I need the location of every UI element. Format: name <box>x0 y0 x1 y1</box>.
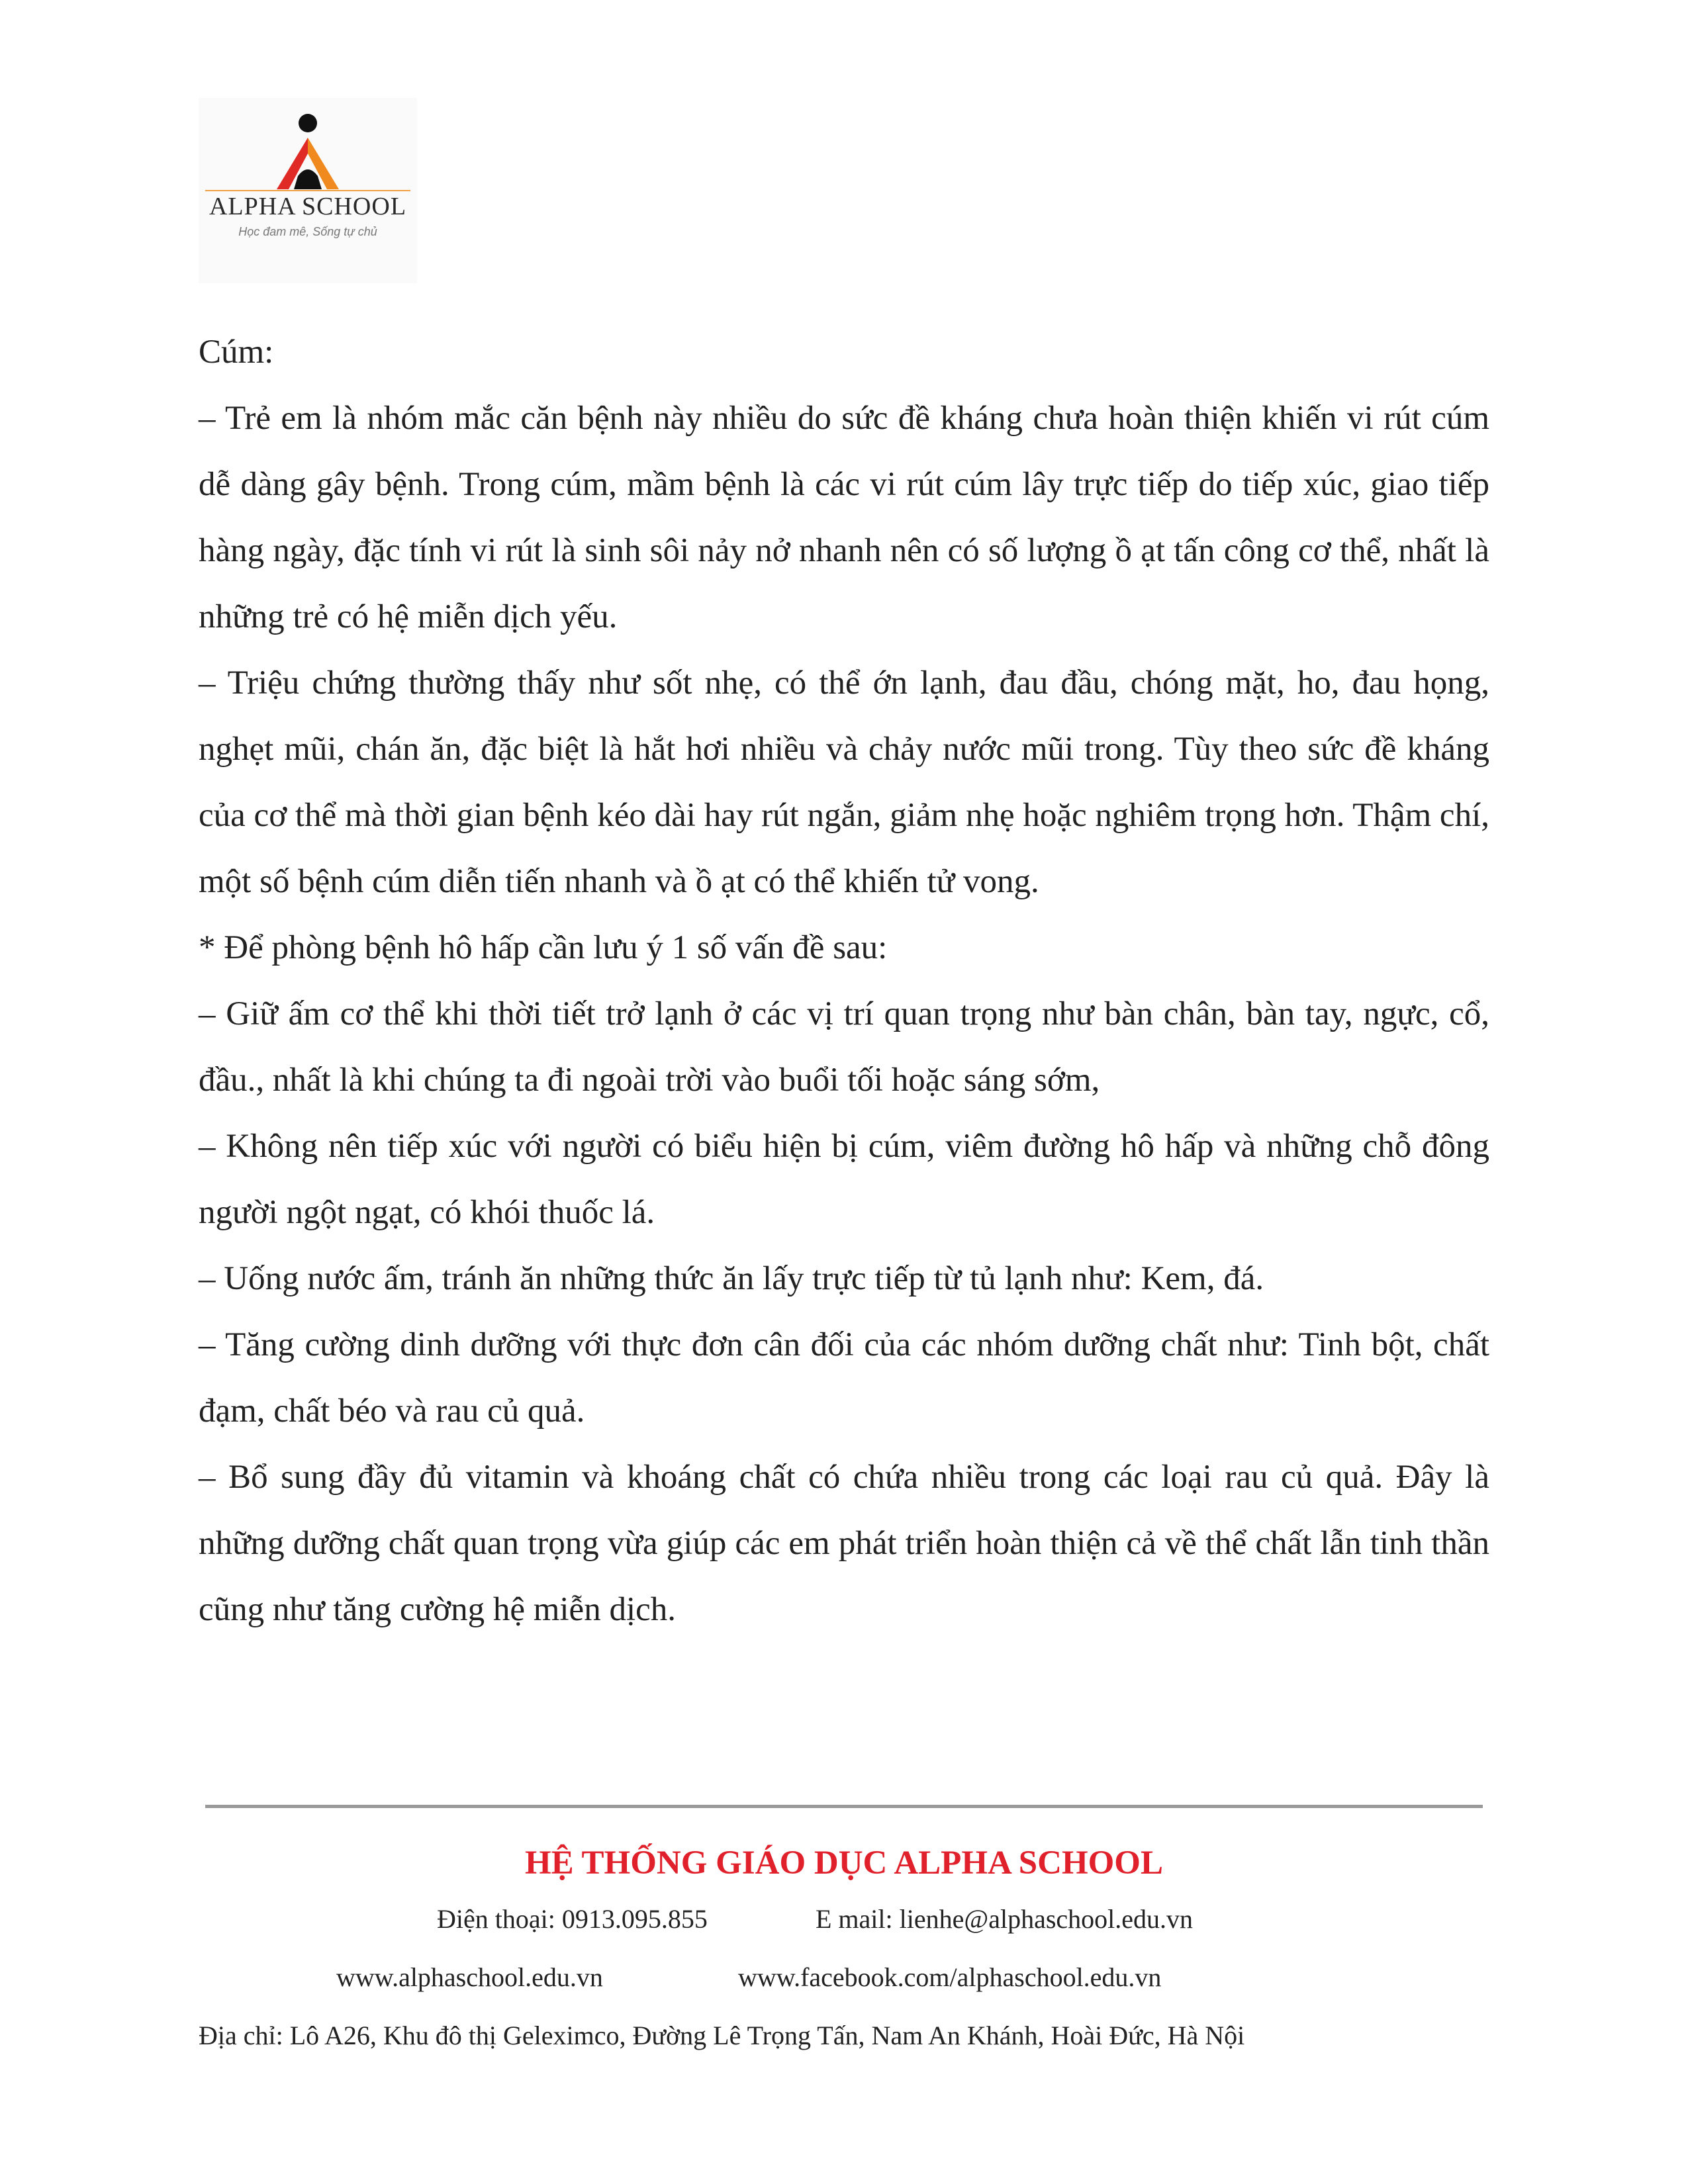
footer-facebook[interactable]: www.facebook.com/alphaschool.edu.vn <box>738 1962 1162 1992</box>
school-logo <box>199 98 417 283</box>
footer-contact-line <box>0 1899 1688 1958</box>
footer-phone: Điện thoại: 0913.095.855 <box>437 1904 708 1934</box>
paragraph-children-risk: – Trẻ em là nhóm mắc căn bệnh này nhiều do sức đề kháng chưa hoàn thiện khiến vi rút cúm dễ dàng gây bệnh. Trong cúm, mầm bệnh là các vi rút cúm lây trực tiếp do tiếp xúc, giao tiếp hàng ngày, đặc tính vi rút là sinh sôi nảy nở nhanh nên có số lượng ồ ạt tấn công cơ thể, nhất là những trẻ có hệ miễn dịch yếu. <box>199 400 1489 635</box>
footer-address-line <box>0 2016 1688 2074</box>
logo-name: ALPHA SCHOOL <box>209 193 407 220</box>
footer-web-line <box>0 1958 1688 2016</box>
heading-flu: Cúm: <box>199 334 274 371</box>
prevention-avoid-contact: – Không nên tiếp xúc với người có biểu hiện bị cúm, viêm đường hô hấp và những chỗ đông người ngột ngạt, có khói thuốc lá. <box>199 1128 1489 1231</box>
paragraph-symptoms: – Triệu chứng thường thấy như sốt nhẹ, có thể ớn lạnh, đau đầu, chóng mặt, ho, đau họng, nghẹt mũi, chán ăn, đặc biệt là hắt hơi nhiều và chảy nước mũi trong. Tùy theo sức đề kháng của cơ thể mà thời gian bệnh kéo dài hay rút ngắn, giảm nhẹ hoặc nghiêm trọng hơn. Thậm chí, một số bệnh cúm diễn tiến nhanh và ồ ạt có thể khiến tử vong. <box>199 664 1489 900</box>
footer-divider <box>205 1805 1483 1808</box>
prevention-vitamins: – Bổ sung đầy đủ vitamin và khoáng chất có chứa nhiều trong các loại rau củ quả. Đây là những dưỡng chất quan trọng vừa giúp các em phát triển hoàn thiện cả về thể chất lẫn tinh thần cũng như tăng cường hệ miễn dịch. <box>199 1459 1489 1628</box>
article-body <box>199 319 1489 1643</box>
logo-tagline: Học đam mê, Sống tự chủ <box>238 225 377 238</box>
footer <box>0 1840 1688 2074</box>
footer-title: HỆ THỐNG GIÁO DỤC ALPHA SCHOOL <box>525 1844 1163 1882</box>
prevention-heading: * Để phòng bệnh hô hấp cần lưu ý 1 số vấn đề sau: <box>199 929 888 966</box>
footer-website[interactable]: www.alphaschool.edu.vn <box>336 1962 603 1992</box>
prevention-warm-water: – Uống nước ấm, tránh ăn những thức ăn lấy trực tiếp từ tủ lạnh như: Kem, đá. <box>199 1260 1264 1297</box>
prevention-nutrition: – Tăng cường dinh dưỡng với thực đơn cân đối của các nhóm dưỡng chất như: Tinh bột, chất đạm, chất béo và rau củ quả. <box>199 1326 1489 1430</box>
prevention-keep-warm: – Giữ ấm cơ thể khi thời tiết trở lạnh ở các vị trí quan trọng như bàn chân, bàn tay, ngực, cổ, đầu., nhất là khi chúng ta đi ngoài trời vào buổi tối hoặc sáng sớm, <box>199 995 1489 1099</box>
footer-address: Địa chỉ: Lô A26, Khu đô thị Geleximco, Đường Lê Trọng Tấn, Nam An Khánh, Hoài Đức, Hà Nội <box>199 2021 1245 2050</box>
footer-email[interactable]: E mail: lienhe@alphaschool.edu.vn <box>816 1904 1194 1934</box>
